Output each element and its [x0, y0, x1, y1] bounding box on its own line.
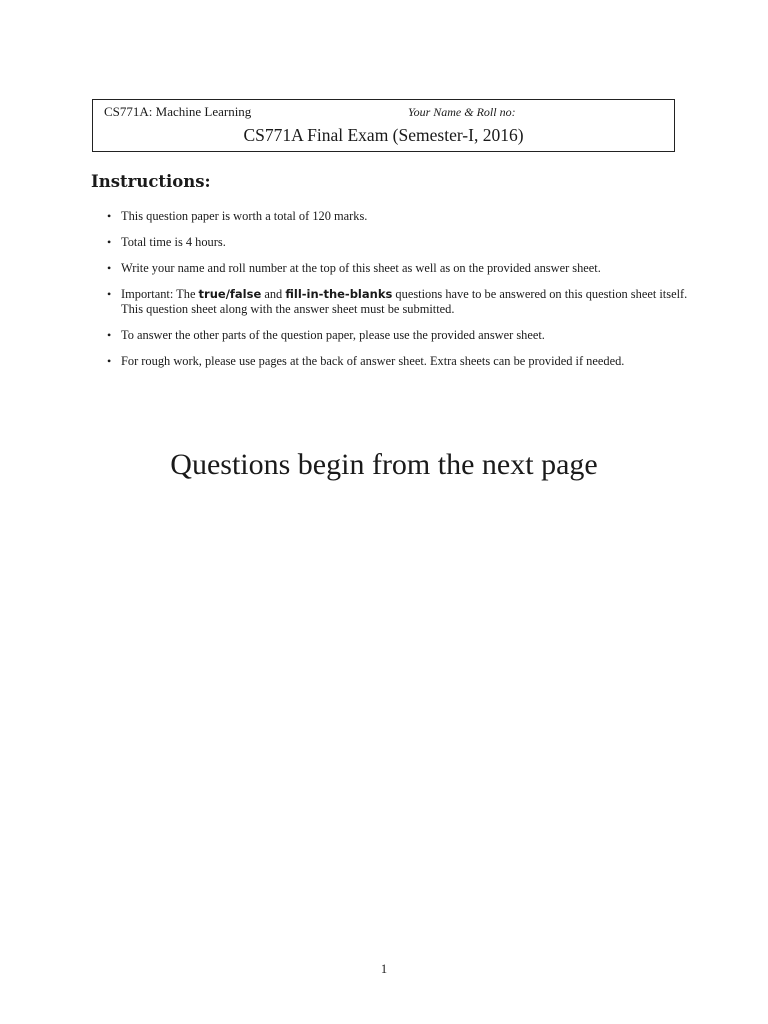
instruction-item: [107, 287, 692, 317]
bullet-icon: •: [107, 261, 112, 275]
keyword-true-false: true/false: [198, 287, 262, 301]
instructions-list: [107, 209, 692, 380]
name-roll-field: Your Name & Roll no:: [408, 105, 516, 119]
instruction-item: [107, 209, 692, 224]
exam-header-box: [92, 99, 675, 152]
course-name: CS771A: Machine Learning: [104, 104, 252, 119]
instruction-item: [107, 328, 692, 343]
instruction-text: For rough work, please use pages at the back of answer sheet. Extra sheets can be provided if needed.: [121, 354, 625, 368]
bullet-icon: •: [107, 354, 112, 368]
instruction-item: [107, 235, 692, 250]
instruction-text-suffix: questions have to be answered on this question sheet itself. This question sheet along with the answer sheet must be submitted.: [121, 287, 688, 316]
bullet-icon: •: [107, 287, 112, 301]
exam-title: CS771A Final Exam (Semester-I, 2016): [243, 125, 524, 145]
instruction-text: Total time is 4 hours.: [121, 235, 226, 249]
instruction-text: Write your name and roll number at the top of this sheet as well as on the provided answer sheet.: [121, 261, 601, 275]
instruction-text-middle: and: [261, 287, 286, 301]
instruction-text: This question paper is worth a total of 120 marks.: [121, 209, 368, 223]
instruction-text-prefix: Important: The: [121, 287, 199, 301]
bullet-icon: •: [107, 328, 112, 342]
instructions-heading: Instructions:: [91, 172, 211, 191]
page-number: 1: [380, 962, 388, 976]
instruction-item: [107, 354, 692, 369]
instruction-item: [107, 261, 692, 276]
instruction-text: To answer the other parts of the question paper, please use the provided answer sheet.: [121, 328, 545, 342]
questions-begin-notice: Questions begin from the next page: [170, 448, 598, 481]
bullet-icon: •: [107, 235, 112, 249]
bullet-icon: •: [107, 209, 112, 223]
keyword-fill-in-the-blanks: fill-in-the-blanks: [285, 287, 393, 301]
